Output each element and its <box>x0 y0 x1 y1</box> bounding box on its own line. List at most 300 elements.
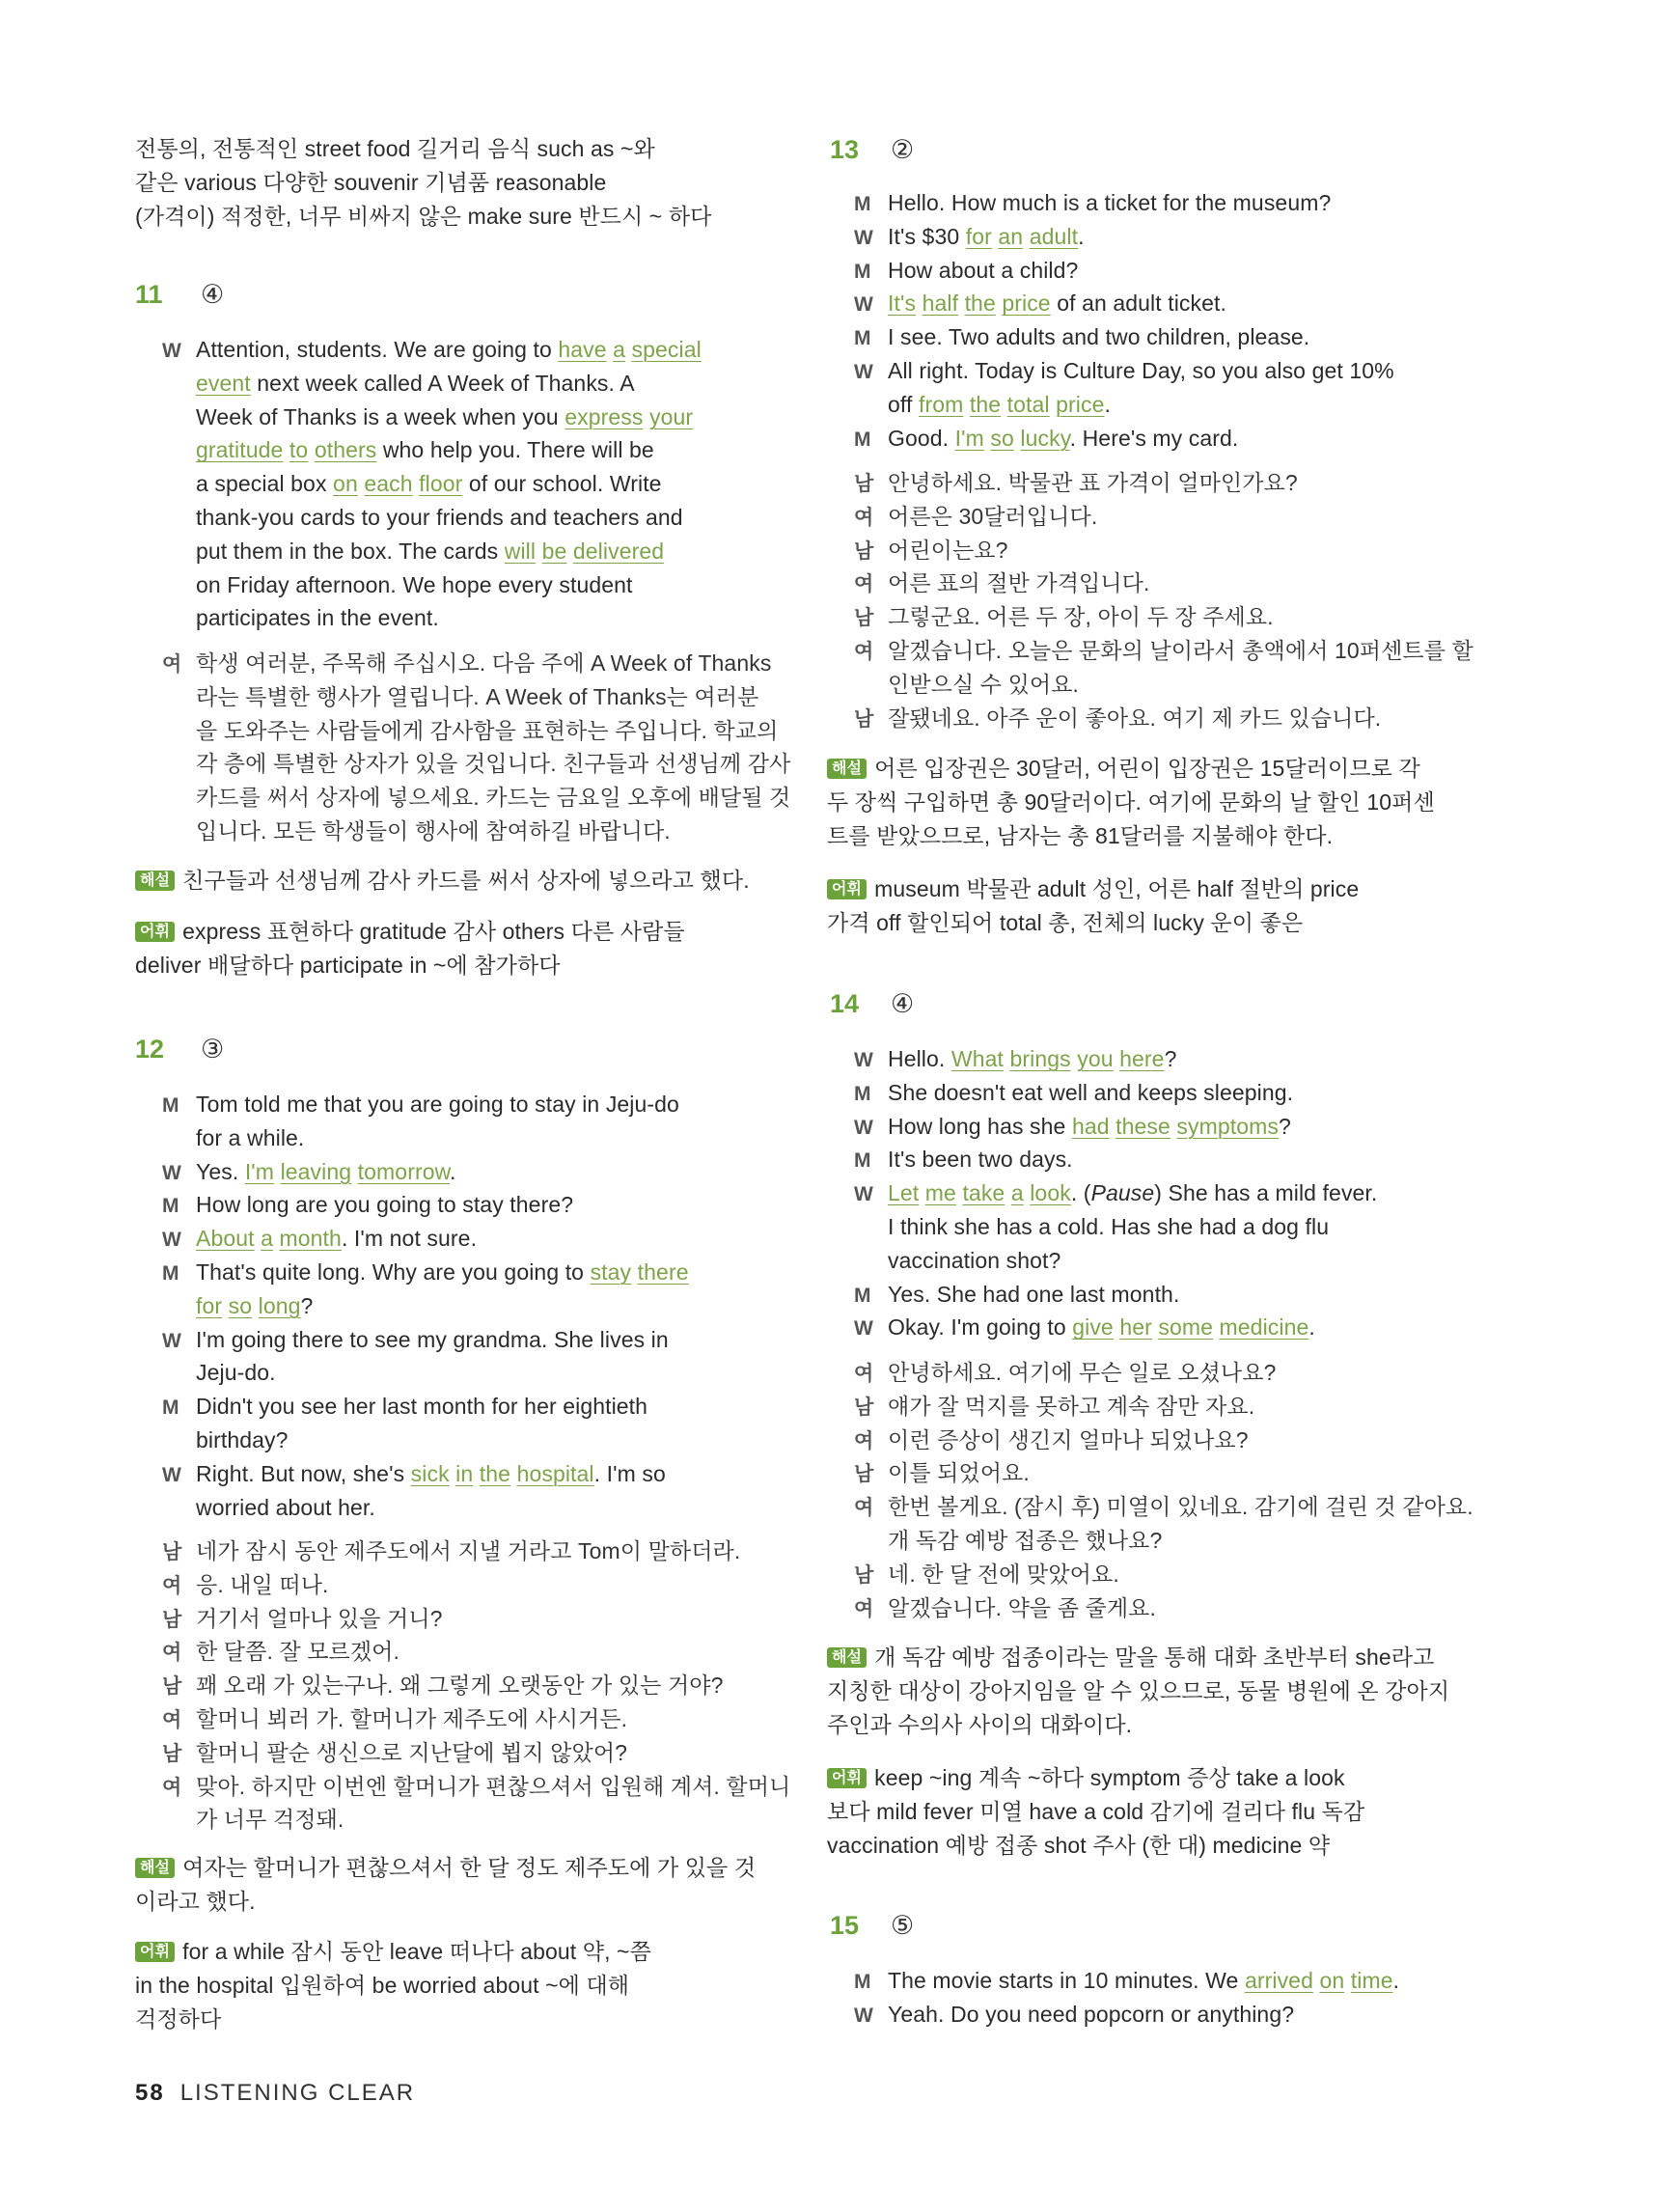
fill-in-word: About <box>196 1226 255 1252</box>
dialogue-line <box>854 1964 1399 1998</box>
q13-explanation <box>827 752 1435 852</box>
fill-in-word: will <box>504 538 537 564</box>
translation-text: 응. 내일 떠나. <box>196 1571 329 1597</box>
dialogue-text: . <box>1104 391 1111 417</box>
dialogue-text: Week of Thanks is a week when you <box>196 403 565 429</box>
answer-choice: ⑤ <box>891 1911 915 1940</box>
dialogue-text: ? <box>1278 1113 1291 1139</box>
line-text: in the hospital 입원하여 be worried about ~에 대해 <box>135 1972 630 1998</box>
dialogue-text: Pause <box>1090 1180 1155 1206</box>
fill-in-word: a <box>1010 1180 1024 1206</box>
dialogue-text: Yes. She had one last month. <box>888 1281 1180 1307</box>
line-text: 보다 mild fever 미열 have a cold 감기에 걸리다 flu 독감 <box>827 1798 1365 1824</box>
q11-dialogue <box>162 333 702 635</box>
line-text: deliver 배달하다 participate in ~에 참가하다 <box>135 952 561 978</box>
fill-in-word: month <box>279 1226 342 1252</box>
speaker-label: W <box>162 1161 181 1184</box>
speaker-label: 남 <box>854 1396 874 1419</box>
fill-in-word: I'm <box>244 1158 275 1184</box>
fill-in-word: for <box>965 223 992 249</box>
speaker-label: W <box>162 1229 181 1252</box>
translation-line <box>162 1736 790 1770</box>
speaker-label: M <box>162 1261 179 1285</box>
answer-choice: ④ <box>201 280 225 309</box>
q12-translation <box>162 1535 790 1837</box>
dialogue-line <box>854 1311 1377 1344</box>
text-line <box>827 1761 1364 1795</box>
dialogue-text: . I'm not sure. <box>341 1226 478 1252</box>
fill-in-word: long <box>258 1292 301 1318</box>
dialogue-text: . <box>1078 223 1085 249</box>
fill-in-word: event <box>196 370 251 396</box>
line-text: express 표현하다 gratitude 감사 others 다른 사람들 <box>182 919 685 944</box>
dialogue-text: Didn't you see her last month for her eightieth <box>196 1394 648 1420</box>
dialogue-line <box>854 254 1394 288</box>
fill-in-word: tomorrow <box>357 1158 451 1184</box>
dialogue-text: of an adult ticket. <box>1050 290 1226 317</box>
question-number: 14 <box>830 989 860 1018</box>
translation-text: 어른은 30달러입니다. <box>888 503 1098 529</box>
dialogue-line <box>162 1088 689 1121</box>
fill-in-word: you <box>1077 1046 1114 1071</box>
fill-in-word: so <box>228 1292 253 1318</box>
translation-text: 네가 잠시 동안 제주도에서 지낼 거라고 Tom이 말하더라. <box>196 1538 741 1563</box>
dialogue-text: thank-you cards to your friends and teachers and <box>196 504 683 530</box>
dialogue-line <box>854 1076 1377 1110</box>
fill-in-word: your <box>648 403 694 429</box>
section-tag: 해설 <box>135 1858 175 1878</box>
fill-in-word: lucky <box>1020 425 1070 451</box>
dialogue-text: next week called A Week of Thanks. A <box>250 370 635 396</box>
dialogue-text: That's quite long. Why are you going to <box>196 1258 591 1285</box>
fill-in-word: in <box>455 1460 474 1486</box>
dialogue-line <box>162 535 702 568</box>
line-text: 개 독감 예방 접종이라는 말을 통해 대화 초반부터 she라고 <box>874 1645 1435 1670</box>
dialogue-text: ? <box>1164 1046 1177 1071</box>
speaker-label: 남 <box>162 1675 182 1699</box>
text-line <box>827 872 1359 906</box>
line-text: 가격 off 할인되어 total 총, 전체의 lucky 운이 좋은 <box>827 909 1304 935</box>
fill-in-word: me <box>924 1180 956 1206</box>
q14-dialogue <box>854 1042 1377 1344</box>
text-line <box>135 1935 651 1969</box>
speaker-label: M <box>162 1195 179 1218</box>
speaker-label: 남 <box>854 707 874 731</box>
q14-explanation <box>827 1641 1449 1741</box>
text-line <box>135 166 711 200</box>
dialogue-text: I think she has a cold. Has she had a dog flu <box>888 1213 1330 1239</box>
dialogue-line <box>854 1110 1377 1144</box>
question-number: 11 <box>135 280 163 309</box>
line-text: 걱정하다 <box>135 2005 222 2032</box>
line-text: 트를 받았으므로, 남자는 총 81달러를 지불해야 한다. <box>827 822 1334 848</box>
translation-text: 알겠습니다. 오늘은 문화의 날이라서 총액에서 10퍼센트를 할 <box>888 637 1473 663</box>
speaker-label: 여 <box>854 1597 874 1620</box>
translation-text: 네. 한 달 전에 맞았어요. <box>888 1561 1119 1587</box>
fill-in-word: from <box>918 391 964 417</box>
fill-in-word: these <box>1115 1113 1170 1139</box>
text-line <box>135 949 685 982</box>
fill-in-word: on <box>1319 1968 1345 1993</box>
fill-in-word: price <box>1002 290 1051 317</box>
line-text: keep ~ing 계속 ~하다 symptom 증상 take a look <box>874 1765 1345 1790</box>
translation-text: 그렇군요. 어른 두 장, 아이 두 장 주세요. <box>888 604 1274 630</box>
section-tag: 어휘 <box>827 879 867 899</box>
answer-choice: ③ <box>201 1035 225 1064</box>
speaker-label: W <box>854 1116 873 1139</box>
dialogue-line <box>162 1188 689 1222</box>
translation-line <box>854 500 1473 534</box>
line-text: 친구들과 선생님께 감사 카드를 써서 상자에 넣으라고 했다. <box>182 868 750 893</box>
line-text: 어른 입장권은 30달러, 어린이 입장권은 15달러이므로 각 <box>874 756 1420 781</box>
fill-in-word: the <box>964 290 996 317</box>
fill-in-word: others <box>314 437 377 463</box>
line-text: (가격이) 적정한, 너무 비싸지 않은 make sure 반드시 ~ 하다 <box>135 203 712 229</box>
translation-text: 어른 표의 절반 가격입니다. <box>888 570 1150 596</box>
translation-text: 을 도와주는 사람들에게 감사함을 표현하는 주입니다. 학교의 <box>196 717 779 743</box>
translation-text: 이런 증상이 생긴지 얼마나 되었나요? <box>888 1426 1249 1452</box>
translation-line <box>162 1535 790 1568</box>
dialogue-text: Good. <box>888 425 955 451</box>
q11-explanation <box>135 864 750 898</box>
speaker-label: W <box>854 1317 873 1341</box>
dialogue-line <box>162 1491 689 1525</box>
translation-text: 잘됐네요. 아주 운이 좋아요. 여기 제 카드 있습니다. <box>888 705 1382 731</box>
q14-translation <box>854 1356 1473 1624</box>
dialogue-line <box>162 1155 689 1189</box>
fill-in-word: half <box>922 290 959 317</box>
dialogue-text: I see. Two adults and two children, please. <box>888 324 1310 350</box>
text-line <box>827 1641 1449 1674</box>
dialogue-text: . <box>450 1158 456 1184</box>
translation-line <box>854 1490 1473 1524</box>
text-line <box>135 1851 756 1885</box>
section-tag: 어휘 <box>135 1942 175 1962</box>
speaker-label: 남 <box>854 539 874 563</box>
speaker-label: 남 <box>854 607 874 630</box>
fill-in-word: special <box>631 337 702 362</box>
question-number: 15 <box>830 1911 860 1940</box>
q13-dialogue <box>854 186 1394 455</box>
fill-in-word: hospital <box>516 1460 594 1486</box>
dialogue-text: off <box>888 391 919 417</box>
dialogue-text: worried about her. <box>196 1494 375 1520</box>
fill-in-word: sick <box>410 1460 450 1486</box>
text-line <box>827 786 1435 819</box>
dialogue-line <box>162 1424 689 1457</box>
dialogue-text: a special box <box>196 471 334 497</box>
section-tag: 어휘 <box>135 922 175 942</box>
dialogue-line <box>162 1356 689 1390</box>
line-text: 주인과 수의사 사이의 대화이다. <box>827 1711 1133 1737</box>
translation-line <box>854 1591 1473 1625</box>
fill-in-word: have <box>558 337 607 362</box>
translation-text: 라는 특별한 행사가 열립니다. A Week of Thanks는 여러분 <box>196 683 759 709</box>
translation-line <box>162 815 790 848</box>
dialogue-text: . ( <box>1070 1180 1091 1206</box>
translation-line <box>854 634 1473 668</box>
translation-line <box>854 1356 1473 1390</box>
fill-in-word: give <box>1072 1314 1114 1341</box>
speaker-label: W <box>854 360 873 383</box>
dialogue-text: vaccination shot? <box>888 1247 1061 1273</box>
dialogue-line <box>162 601 702 635</box>
dialogue-text: The movie starts in 10 minutes. We <box>888 1968 1245 1993</box>
speaker-label: M <box>854 428 871 451</box>
text-line <box>827 752 1435 786</box>
fill-in-word: floor <box>419 471 463 497</box>
dialogue-text: . <box>1308 1314 1315 1341</box>
dialogue-line <box>854 1210 1377 1244</box>
line-text: vaccination 예방 접종 shot 주사 (한 대) medicine 약 <box>827 1832 1331 1858</box>
fill-in-word: express <box>565 403 644 429</box>
translation-line <box>854 1390 1473 1424</box>
translation-line <box>854 600 1473 634</box>
translation-text: 개 독감 예방 접종은 했나요? <box>888 1527 1163 1553</box>
dialogue-line <box>854 388 1394 422</box>
dialogue-text: Right. But now, she's <box>196 1460 411 1486</box>
dialogue-text: It's been two days. <box>888 1147 1073 1173</box>
fill-in-word: each <box>364 471 413 497</box>
translation-line <box>854 1456 1473 1490</box>
speaker-label: 남 <box>854 1463 874 1486</box>
dialogue-line <box>854 1244 1377 1278</box>
dialogue-text: put them in the box. The cards <box>196 538 505 564</box>
speaker-label: 남 <box>162 1608 182 1631</box>
dialogue-line <box>854 287 1394 320</box>
dialogue-text: . Here's my card. <box>1069 425 1239 451</box>
translation-text: 각 층에 특별한 상자가 있을 것입니다. 친구들과 선생님께 감사 <box>196 751 791 777</box>
translation-text: 한 달쯤. 잘 모르겠어. <box>196 1639 399 1665</box>
dialogue-text: All right. Today is Culture Day, so you also get 10% <box>888 357 1394 383</box>
dialogue-text: How long are you going to stay there? <box>196 1192 574 1218</box>
line-text: 같은 various 다양한 souvenir 기념품 reasonable <box>135 169 607 195</box>
dialogue-text: participates in the event. <box>196 605 439 631</box>
dialogue-text: for a while. <box>196 1124 305 1150</box>
q13-vocab <box>827 872 1359 940</box>
dialogue-line <box>854 354 1394 388</box>
question-number: 12 <box>135 1035 165 1064</box>
fill-in-word: price <box>1056 391 1105 417</box>
text-line <box>135 132 711 166</box>
answer-choice: ② <box>891 135 915 164</box>
line-text: museum 박물관 adult 성인, 어른 half 절반의 price <box>874 876 1360 901</box>
dialogue-text: Attention, students. We are going to <box>196 337 559 362</box>
translation-line <box>854 567 1473 600</box>
dialogue-line <box>854 1143 1377 1176</box>
fill-in-word: look <box>1030 1180 1071 1206</box>
translation-text: 할머니 팔순 생신으로 지난달에 뵙지 않았어? <box>196 1739 628 1765</box>
translation-text: 알겠습니다. 약을 좀 줄게요. <box>888 1594 1156 1620</box>
dialogue-line <box>162 467 702 501</box>
translation-text: 가 너무 걱정돼. <box>196 1807 344 1833</box>
translation-text: 카드를 써서 상자에 넣으세요. 카드는 금요일 오후에 배달될 것 <box>196 785 791 811</box>
speaker-label: M <box>854 193 871 215</box>
line-text: for a while 잠시 동안 leave 떠나다 about 약, ~쯤 <box>182 1939 651 1964</box>
dialogue-text: Hello. How much is a ticket for the museum? <box>888 190 1332 215</box>
fill-in-word: gratitude <box>196 437 284 463</box>
line-text: 지칭한 대상이 강아지임을 알 수 있으므로, 동물 병원에 온 강아지 <box>827 1677 1450 1703</box>
speaker-label: 여 <box>162 1642 182 1665</box>
fill-in-word: leaving <box>280 1158 352 1184</box>
translation-line <box>854 466 1473 500</box>
dialogue-line <box>162 1121 689 1155</box>
q11-translation <box>162 647 790 848</box>
dialogue-line <box>854 1278 1377 1312</box>
translation-text: 입니다. 모든 학생들이 행사에 참여하길 바랍니다. <box>196 817 671 843</box>
translation-text: 얘가 잘 먹지를 못하고 계속 잠만 자요. <box>888 1393 1255 1419</box>
dialogue-text: of our school. Write <box>462 471 662 497</box>
fill-in-word: medicine <box>1219 1314 1309 1341</box>
translation-line <box>854 1424 1473 1457</box>
fill-in-word: I'm <box>954 425 984 451</box>
q12-explanation <box>135 1851 756 1919</box>
speaker-label: 여 <box>162 653 182 676</box>
dialogue-text: She doesn't eat well and keeps sleeping. <box>888 1079 1294 1105</box>
dialogue-line <box>854 422 1394 456</box>
dialogue-line <box>162 367 702 401</box>
fill-in-word: the <box>479 1460 511 1486</box>
fill-in-word: the <box>969 391 1002 417</box>
speaker-label: 남 <box>162 1742 182 1765</box>
fill-in-word: here <box>1119 1046 1165 1071</box>
fill-in-word: some <box>1158 1314 1214 1341</box>
q12-dialogue <box>162 1088 689 1524</box>
fill-in-word: on <box>333 471 358 497</box>
speaker-label: 남 <box>854 1563 874 1587</box>
dialogue-text: . <box>1392 1968 1400 1993</box>
page-footer <box>135 2080 415 2107</box>
text-line <box>135 1969 651 2003</box>
translation-line <box>162 680 790 714</box>
section-tag: 해설 <box>135 871 175 891</box>
dialogue-text: Okay. I'm going to <box>888 1314 1073 1341</box>
dialogue-line <box>162 501 702 535</box>
translation-text: 거기서 얼마나 있을 거니? <box>196 1605 443 1631</box>
section-tag: 해설 <box>827 759 867 779</box>
translation-line <box>162 1803 790 1837</box>
translation-text: 안녕하세요. 여기에 무슨 일로 오셨나요? <box>888 1360 1277 1385</box>
text-line <box>135 2003 651 2036</box>
dialogue-line <box>162 1256 689 1289</box>
translation-text: 맞아. 하지만 이번엔 할머니가 편찮으셔서 입원해 계셔. 할머니 <box>196 1773 791 1799</box>
text-line <box>135 864 750 898</box>
translation-line <box>854 702 1473 735</box>
fill-in-word: brings <box>1009 1046 1071 1071</box>
fill-in-word: symptoms <box>1176 1113 1279 1139</box>
fill-in-word: total <box>1006 391 1050 417</box>
text-line <box>827 819 1435 853</box>
speaker-label: 여 <box>854 1363 874 1385</box>
speaker-label: M <box>162 1396 179 1420</box>
question-number: 13 <box>830 135 860 164</box>
translation-line <box>162 1702 790 1736</box>
translation-line <box>162 1635 790 1669</box>
text-line <box>135 915 685 949</box>
dialogue-line <box>162 1289 689 1323</box>
q11-vocab <box>135 915 685 982</box>
translation-text: 한번 볼게요. (잠시 후) 미열이 있네요. 감기에 걸린 것 같아요. <box>888 1494 1473 1520</box>
dialogue-line <box>162 568 702 602</box>
text-line <box>827 906 1359 940</box>
translation-text: 어린이는요? <box>888 537 1008 563</box>
translation-line <box>162 647 790 680</box>
dialogue-line <box>854 1176 1377 1210</box>
speaker-label: 남 <box>162 1541 182 1563</box>
dialogue-text: ? <box>300 1292 314 1318</box>
q13-translation <box>854 466 1473 734</box>
page-number: 58 <box>135 2080 165 2106</box>
dialogue-line <box>162 1222 689 1256</box>
translation-line <box>162 1770 790 1804</box>
speaker-label: W <box>162 1463 181 1486</box>
q14-vocab <box>827 1761 1364 1862</box>
speaker-label: W <box>854 293 873 317</box>
dialogue-text: How about a child? <box>888 257 1079 283</box>
translation-line <box>162 747 790 781</box>
dialogue-text: birthday? <box>196 1426 289 1452</box>
dialogue-text: Tom told me that you are going to stay in Jeju-do <box>196 1092 679 1117</box>
line-text: 이라고 했다. <box>135 1888 256 1914</box>
speaker-label: M <box>854 1971 871 1993</box>
speaker-label: W <box>162 1329 181 1352</box>
q12-vocab <box>135 1935 651 2035</box>
dialogue-line <box>854 320 1394 354</box>
speaker-label: M <box>854 1149 871 1173</box>
fill-in-word: her <box>1119 1314 1152 1341</box>
speaker-label: 여 <box>162 1776 182 1799</box>
dialogue-line <box>162 433 702 467</box>
book-title: LISTENING CLEAR <box>179 2080 416 2106</box>
section-tag: 어휘 <box>827 1768 867 1788</box>
translation-line <box>854 1524 1473 1558</box>
translation-line <box>854 668 1473 702</box>
dialogue-line <box>162 1323 689 1357</box>
speaker-label: 여 <box>854 1497 874 1520</box>
dialogue-line <box>162 333 702 367</box>
fill-in-word: take <box>962 1180 1005 1206</box>
translation-line <box>162 781 790 815</box>
fill-in-word: there <box>637 1258 689 1285</box>
speaker-label: 여 <box>854 573 874 596</box>
speaker-label: M <box>854 1284 871 1307</box>
fill-in-word: Let <box>888 1180 920 1206</box>
dialogue-text: Yeah. Do you need popcorn or anything? <box>888 2001 1295 2027</box>
dialogue-text: Jeju-do. <box>196 1360 276 1386</box>
translation-text: 인받으실 수 있어요. <box>888 671 1080 697</box>
section-tag: 해설 <box>827 1647 867 1668</box>
text-line <box>135 1885 756 1919</box>
speaker-label: M <box>162 1094 179 1117</box>
speaker-label: 여 <box>854 506 874 529</box>
fill-in-word: What <box>950 1046 1004 1071</box>
fill-in-word: had <box>1071 1113 1110 1139</box>
translation-text: 할머니 뵈러 가. 할머니가 제주도에 사시거든. <box>196 1705 628 1731</box>
fill-in-word: an <box>998 223 1024 249</box>
dialogue-line <box>854 1998 1399 2032</box>
answer-choice: ④ <box>891 989 915 1018</box>
translation-text: 학생 여러분, 주목해 주십시오. 다음 주에 A Week of Thanks <box>196 650 772 676</box>
speaker-label: 여 <box>854 1429 874 1452</box>
translation-line <box>162 1669 790 1702</box>
translation-line <box>162 714 790 748</box>
text-line <box>827 1674 1449 1708</box>
speaker-label: 여 <box>162 1708 182 1731</box>
speaker-label: W <box>854 1049 873 1071</box>
translation-line <box>854 534 1473 567</box>
translation-text: 안녕하세요. 박물관 표 가격이 얼마인가요? <box>888 470 1298 495</box>
dialogue-text: Yes. <box>196 1158 245 1184</box>
